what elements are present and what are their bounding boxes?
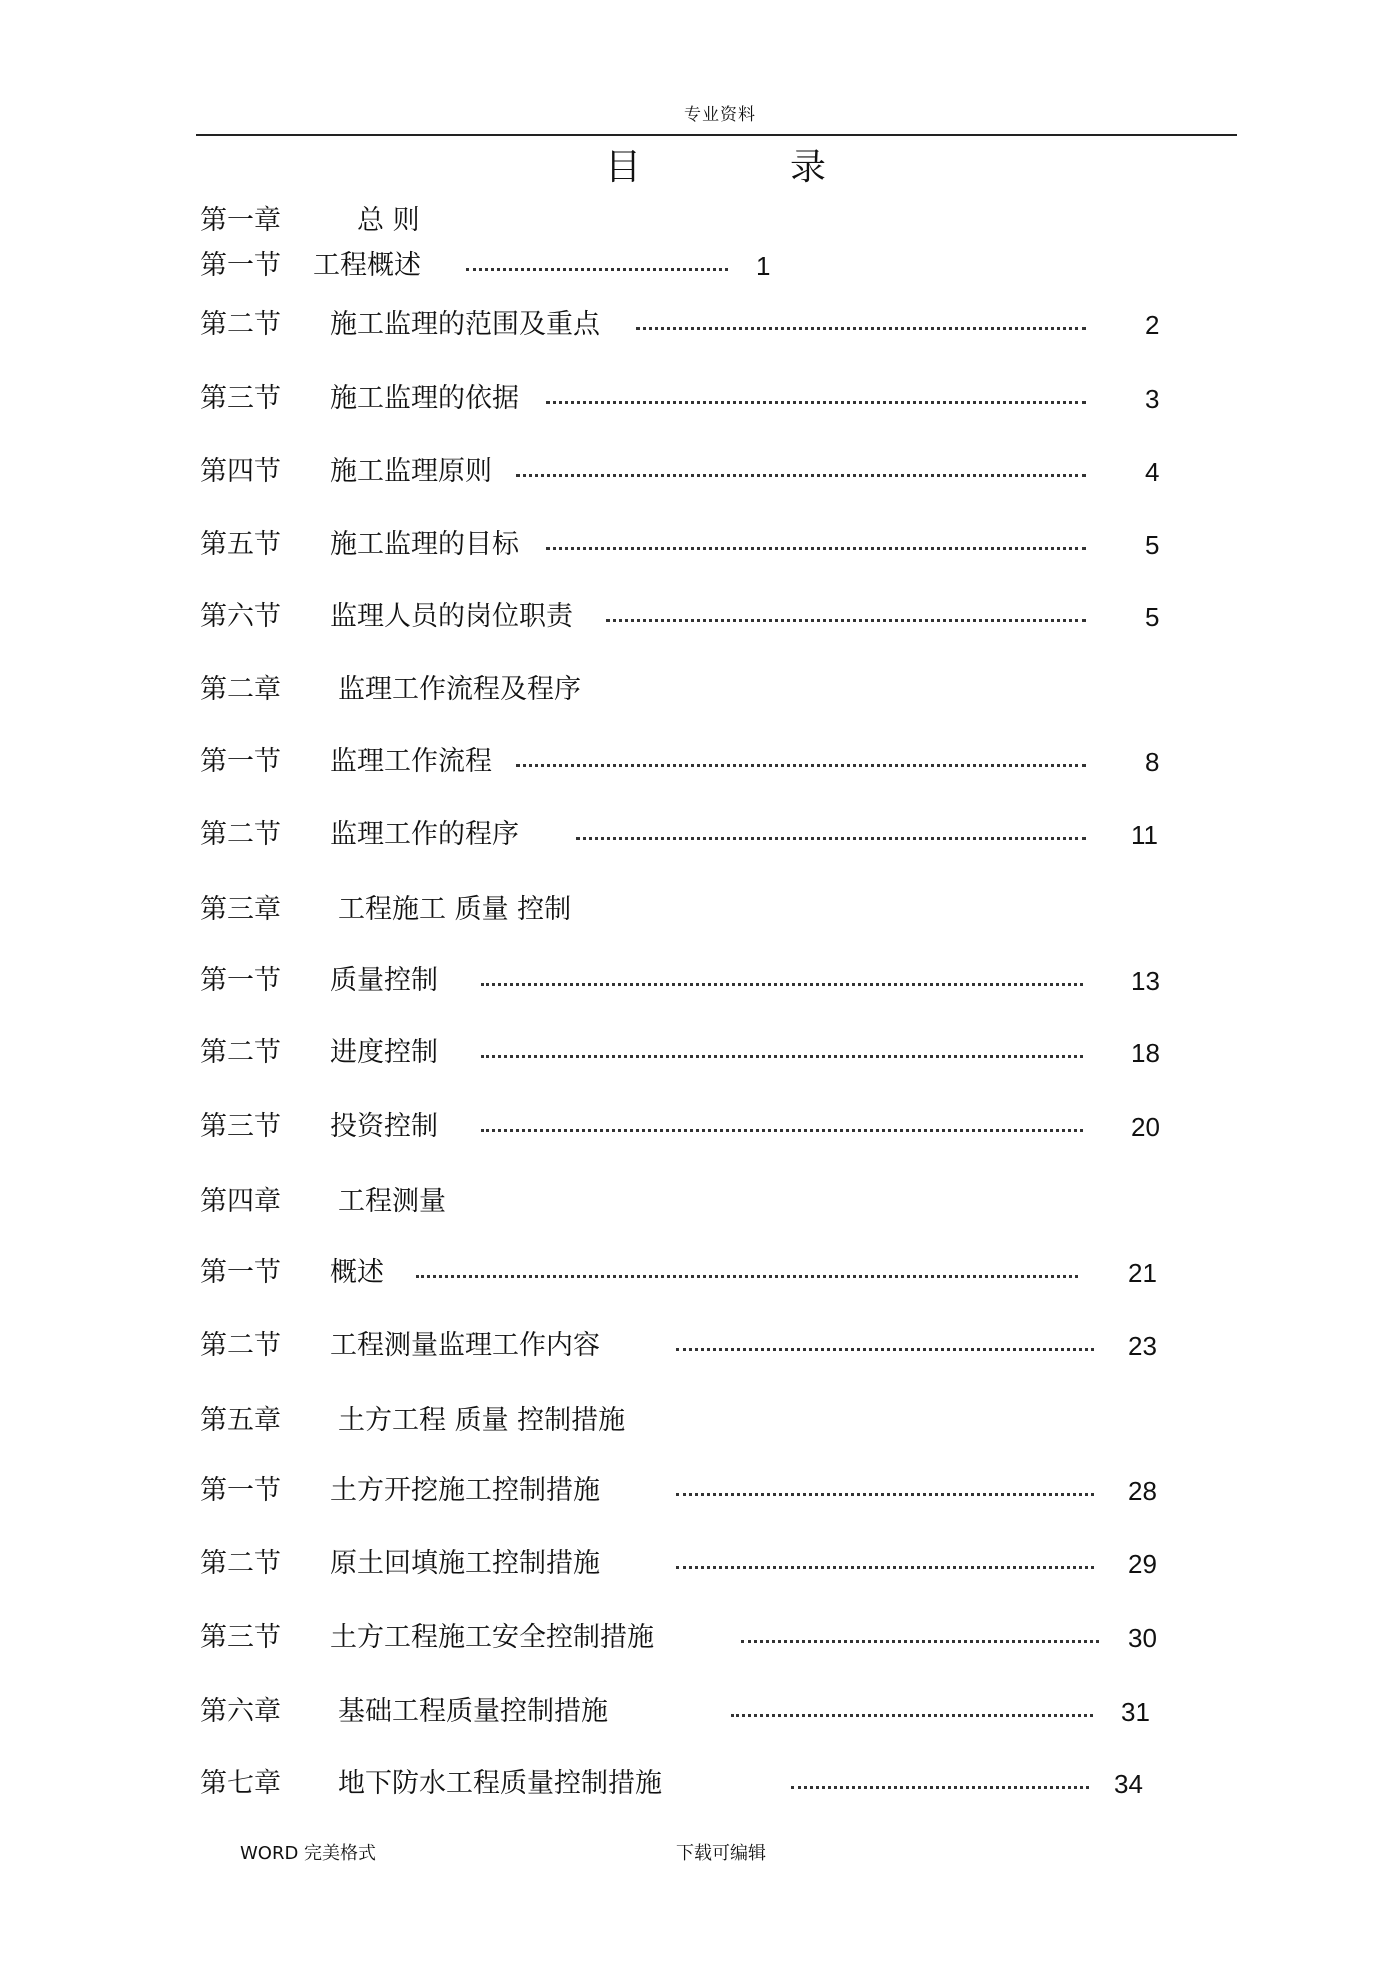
toc-chapter-title: 地下防水工程质量控制措施 — [338, 1768, 662, 1799]
toc-section-row[interactable] — [0, 1616, 1394, 1660]
toc-section-row[interactable] — [0, 1469, 1394, 1513]
toc-section-title: 监理工作流程 — [330, 746, 492, 777]
dot-leader — [546, 547, 1086, 550]
toc-section-row[interactable] — [0, 1542, 1394, 1586]
dot-leader — [481, 1129, 1083, 1132]
dot-leader — [481, 1055, 1083, 1058]
toc-page-number: 8 — [1145, 747, 1160, 777]
dot-leader — [636, 327, 1086, 330]
toc-chapter-row[interactable] — [0, 199, 1394, 243]
toc-section-number: 第三节 — [200, 1622, 281, 1653]
toc-chapter-row[interactable] — [0, 668, 1394, 712]
toc-chapter-title: 基础工程质量控制措施 — [338, 1696, 608, 1727]
toc-page-number: 28 — [1128, 1476, 1157, 1506]
toc-chapter-number: 第七章 — [200, 1768, 281, 1799]
toc-section-row[interactable] — [0, 244, 1394, 288]
toc-page-number: 18 — [1131, 1038, 1160, 1068]
toc-section-row[interactable] — [0, 595, 1394, 639]
toc-page-number: 31 — [1121, 1697, 1150, 1727]
toc-page-number: 5 — [1145, 602, 1160, 632]
toc-section-number: 第一节 — [200, 746, 281, 777]
toc-title-left: 目 — [605, 147, 642, 188]
toc-chapter-row[interactable] — [0, 1762, 1394, 1806]
toc-chapter-row[interactable] — [0, 1180, 1394, 1224]
toc-section-number: 第一节 — [200, 1257, 281, 1288]
toc-page-number: 3 — [1145, 384, 1160, 414]
toc-section-title: 土方工程施工安全控制措施 — [330, 1622, 654, 1653]
toc-section-title: 监理工作的程序 — [330, 819, 519, 850]
toc-section-number: 第六节 — [200, 601, 281, 632]
toc-section-number: 第一节 — [200, 1475, 281, 1506]
toc-section-title: 施工监理的依据 — [330, 383, 519, 414]
dot-leader — [516, 474, 1086, 477]
toc-section-number: 第一节 — [200, 965, 281, 996]
toc-section-number: 第二节 — [200, 819, 281, 850]
toc-chapter-number: 第二章 — [200, 674, 281, 705]
toc-page-number: 20 — [1131, 1112, 1160, 1142]
dot-leader — [466, 268, 728, 271]
toc-section-row[interactable] — [0, 959, 1394, 1003]
toc-chapter-title: 工程测量 — [338, 1186, 446, 1217]
toc-page-number: 21 — [1128, 1258, 1157, 1288]
toc-section-title: 施工监理的范围及重点 — [330, 309, 600, 340]
toc-section-number: 第五节 — [200, 529, 281, 560]
toc-section-row[interactable] — [0, 1031, 1394, 1075]
toc-section-row[interactable] — [0, 377, 1394, 421]
dot-leader — [416, 1275, 1078, 1278]
header-text: 专业资料 — [684, 105, 756, 125]
toc-section-title: 监理人员的岗位职责 — [330, 601, 573, 632]
toc-page-number: 2 — [1145, 310, 1160, 340]
toc-section-row[interactable] — [0, 740, 1394, 784]
toc-section-number: 第二节 — [200, 1548, 281, 1579]
toc-page-number: 34 — [1114, 1769, 1143, 1799]
toc-page-number: 23 — [1128, 1331, 1157, 1361]
toc-page-number: 4 — [1145, 457, 1160, 487]
dot-leader — [516, 764, 1086, 767]
dot-leader — [606, 619, 1086, 622]
toc-section-row[interactable] — [0, 1251, 1394, 1295]
toc-section-row[interactable] — [0, 813, 1394, 857]
toc-page-number: 1 — [756, 251, 771, 281]
toc-section-number: 第二节 — [200, 309, 281, 340]
toc-title-right: 录 — [790, 147, 827, 188]
toc-section-row[interactable] — [0, 303, 1394, 347]
toc-section-row[interactable] — [0, 1324, 1394, 1368]
toc-section-number: 第四节 — [200, 456, 281, 487]
toc-chapter-title: 监理工作流程及程序 — [338, 674, 581, 705]
toc-chapter-row[interactable] — [0, 888, 1394, 932]
toc-chapter-number: 第四章 — [200, 1186, 281, 1217]
toc-section-number: 第三节 — [200, 383, 281, 414]
toc-section-row[interactable] — [0, 450, 1394, 494]
dot-leader — [481, 983, 1083, 986]
toc-section-title: 概述 — [330, 1257, 384, 1288]
dot-leader — [791, 1786, 1089, 1789]
dot-leader — [546, 401, 1086, 404]
toc-section-title: 施工监理原则 — [330, 456, 492, 487]
toc-section-number: 第三节 — [200, 1111, 281, 1142]
toc-chapter-row[interactable] — [0, 1399, 1394, 1443]
toc-page-number: 13 — [1131, 966, 1160, 996]
toc-section-title: 质量控制 — [330, 965, 438, 996]
toc-page-number: 30 — [1128, 1623, 1157, 1653]
dot-leader — [676, 1348, 1094, 1351]
toc-section-title: 施工监理的目标 — [330, 529, 519, 560]
toc-chapter-title: 工程施工 质量 控制 — [338, 894, 572, 925]
toc-chapter-number: 第六章 — [200, 1696, 281, 1727]
toc-chapter-number: 第五章 — [200, 1405, 281, 1436]
toc-page-number: 5 — [1145, 530, 1160, 560]
toc-page-number: 29 — [1128, 1549, 1157, 1579]
dot-leader — [576, 837, 1086, 840]
header-divider — [196, 134, 1237, 136]
toc-section-title: 原土回填施工控制措施 — [330, 1548, 600, 1579]
toc-chapter-row[interactable] — [0, 1690, 1394, 1734]
dot-leader — [676, 1493, 1094, 1496]
toc-section-row[interactable] — [0, 523, 1394, 567]
dot-leader — [676, 1566, 1094, 1569]
toc-section-number: 第二节 — [200, 1330, 281, 1361]
toc-section-title: 进度控制 — [330, 1037, 438, 1068]
toc-section-title: 土方开挖施工控制措施 — [330, 1475, 600, 1506]
footer-right-text: 下载可编辑 — [676, 1843, 766, 1864]
toc-section-number: 第一节 — [200, 250, 281, 281]
footer-left-text: WORD 完美格式 — [240, 1843, 377, 1864]
toc-section-title: 工程概述 — [313, 250, 421, 281]
dot-leader — [741, 1640, 1099, 1643]
toc-section-row[interactable] — [0, 1105, 1394, 1149]
toc-section-title: 工程测量监理工作内容 — [330, 1330, 600, 1361]
dot-leader — [731, 1714, 1093, 1717]
toc-chapter-number: 第一章 — [200, 205, 281, 236]
toc-chapter-title: 总 则 — [357, 205, 420, 236]
toc-chapter-title: 土方工程 质量 控制措施 — [338, 1405, 626, 1436]
toc-section-number: 第二节 — [200, 1037, 281, 1068]
toc-page-number: 11 — [1131, 820, 1158, 850]
toc-section-title: 投资控制 — [330, 1111, 438, 1142]
toc-chapter-number: 第三章 — [200, 894, 281, 925]
